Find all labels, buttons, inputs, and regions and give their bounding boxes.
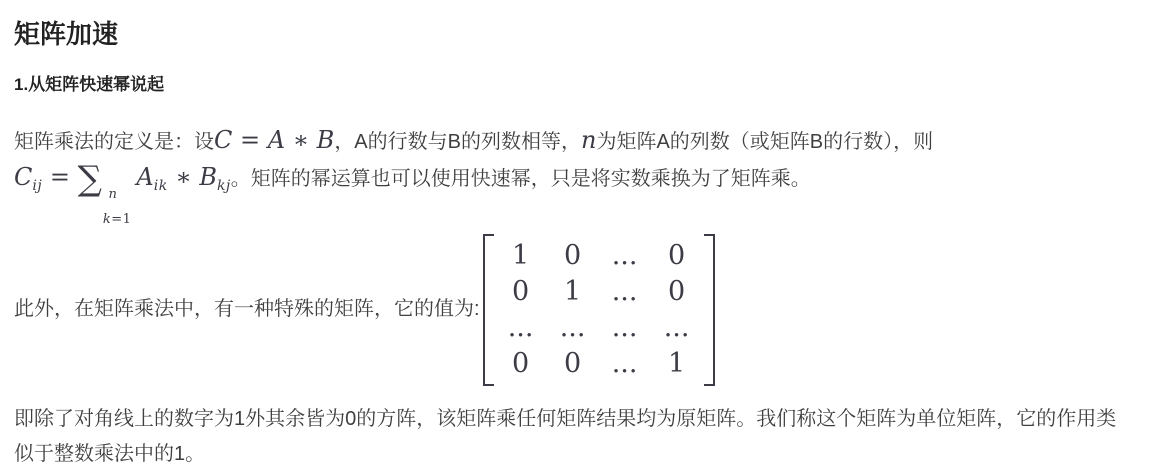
paragraph-identity-matrix bbox=[14, 234, 1134, 386]
summation-upper-limit bbox=[109, 188, 132, 201]
matrix-cell: ... bbox=[507, 311, 534, 343]
math-asterisk-operator: ∗ bbox=[167, 162, 200, 191]
text-segment: 。矩阵的幂运算也可以使用快速幂，只是将实数乘换为了矩阵乘。 bbox=[230, 167, 811, 190]
summation-sigma-symbol: ∑ bbox=[77, 158, 102, 199]
paragraph-conclusion: 即除了对角线上的数字为1外其余皆为0的方阵，该矩阵乘任何矩阵结果均为原矩阵。我们称这个矩阵为单位矩阵，它的作用类似于整数乘法中的1。 bbox=[14, 407, 1117, 465]
math-subscript-ij: ij bbox=[32, 177, 43, 194]
matrix-cell: ... bbox=[611, 275, 638, 307]
math-var-b: B bbox=[199, 162, 217, 191]
math-subscript-kj: kj bbox=[216, 177, 231, 194]
matrix-grid bbox=[494, 234, 704, 386]
matrix-cell: 1 bbox=[667, 347, 686, 379]
math-var-k: k bbox=[102, 211, 112, 227]
section-subheading: 1.从矩阵快速幂说起 bbox=[14, 74, 165, 94]
matrix-cell: 0 bbox=[563, 347, 582, 379]
math-var-c: C bbox=[14, 162, 33, 191]
matrix-cell: 1 bbox=[563, 275, 582, 307]
paragraph-definition bbox=[14, 123, 1134, 226]
summation-lower-limit bbox=[103, 213, 132, 226]
matrix-cell: 0 bbox=[667, 239, 686, 271]
page-title: 矩阵加速 bbox=[14, 19, 119, 49]
matrix-cell: 0 bbox=[511, 347, 530, 379]
matrix-cell: 1 bbox=[511, 239, 530, 271]
math-var-a: A bbox=[136, 162, 154, 191]
formula-c-equals-a-times-b bbox=[214, 126, 334, 154]
math-equals-sign: = bbox=[42, 162, 78, 191]
matrix-right-bracket bbox=[704, 234, 715, 386]
summation-limits bbox=[103, 188, 132, 226]
matrix-cell: 0 bbox=[667, 275, 686, 307]
matrix-left-bracket bbox=[483, 234, 494, 386]
matrix-cell: ... bbox=[559, 311, 586, 343]
math-asterisk-operator: ∗ bbox=[285, 125, 317, 154]
matrix-cell: 0 bbox=[511, 275, 530, 307]
math-subscript-ik: ik bbox=[153, 177, 168, 194]
matrix-cell: ... bbox=[611, 311, 638, 343]
math-var-c: C bbox=[214, 125, 233, 154]
matrix-cell: ... bbox=[611, 239, 638, 271]
math-var-n: n bbox=[108, 186, 118, 202]
matrix-cell: 0 bbox=[563, 239, 582, 271]
identity-matrix-figure bbox=[483, 234, 715, 386]
math-var-b: B bbox=[316, 125, 335, 154]
text-segment: 为矩阵A的列数（或矩阵B的行数），则 bbox=[596, 130, 934, 153]
math-equals-sign: = bbox=[232, 125, 268, 154]
math-var-n bbox=[581, 126, 596, 154]
math-var-a: A bbox=[267, 125, 286, 154]
article bbox=[14, 18, 1134, 472]
text-segment: ，A的行数与B的列数相等， bbox=[334, 130, 581, 153]
formula-cij-summation bbox=[14, 158, 231, 227]
summation-lower-limit-value: =1 bbox=[111, 211, 132, 227]
math-var-n-glyph: n bbox=[581, 125, 597, 154]
matrix-cell: ... bbox=[663, 311, 690, 343]
text-segment: 矩阵乘法的定义是：设 bbox=[14, 130, 214, 153]
matrix-cell: ... bbox=[611, 347, 638, 379]
text-segment: 此外，在矩阵乘法中，有一种特殊的矩阵，它的值为: bbox=[14, 298, 480, 320]
